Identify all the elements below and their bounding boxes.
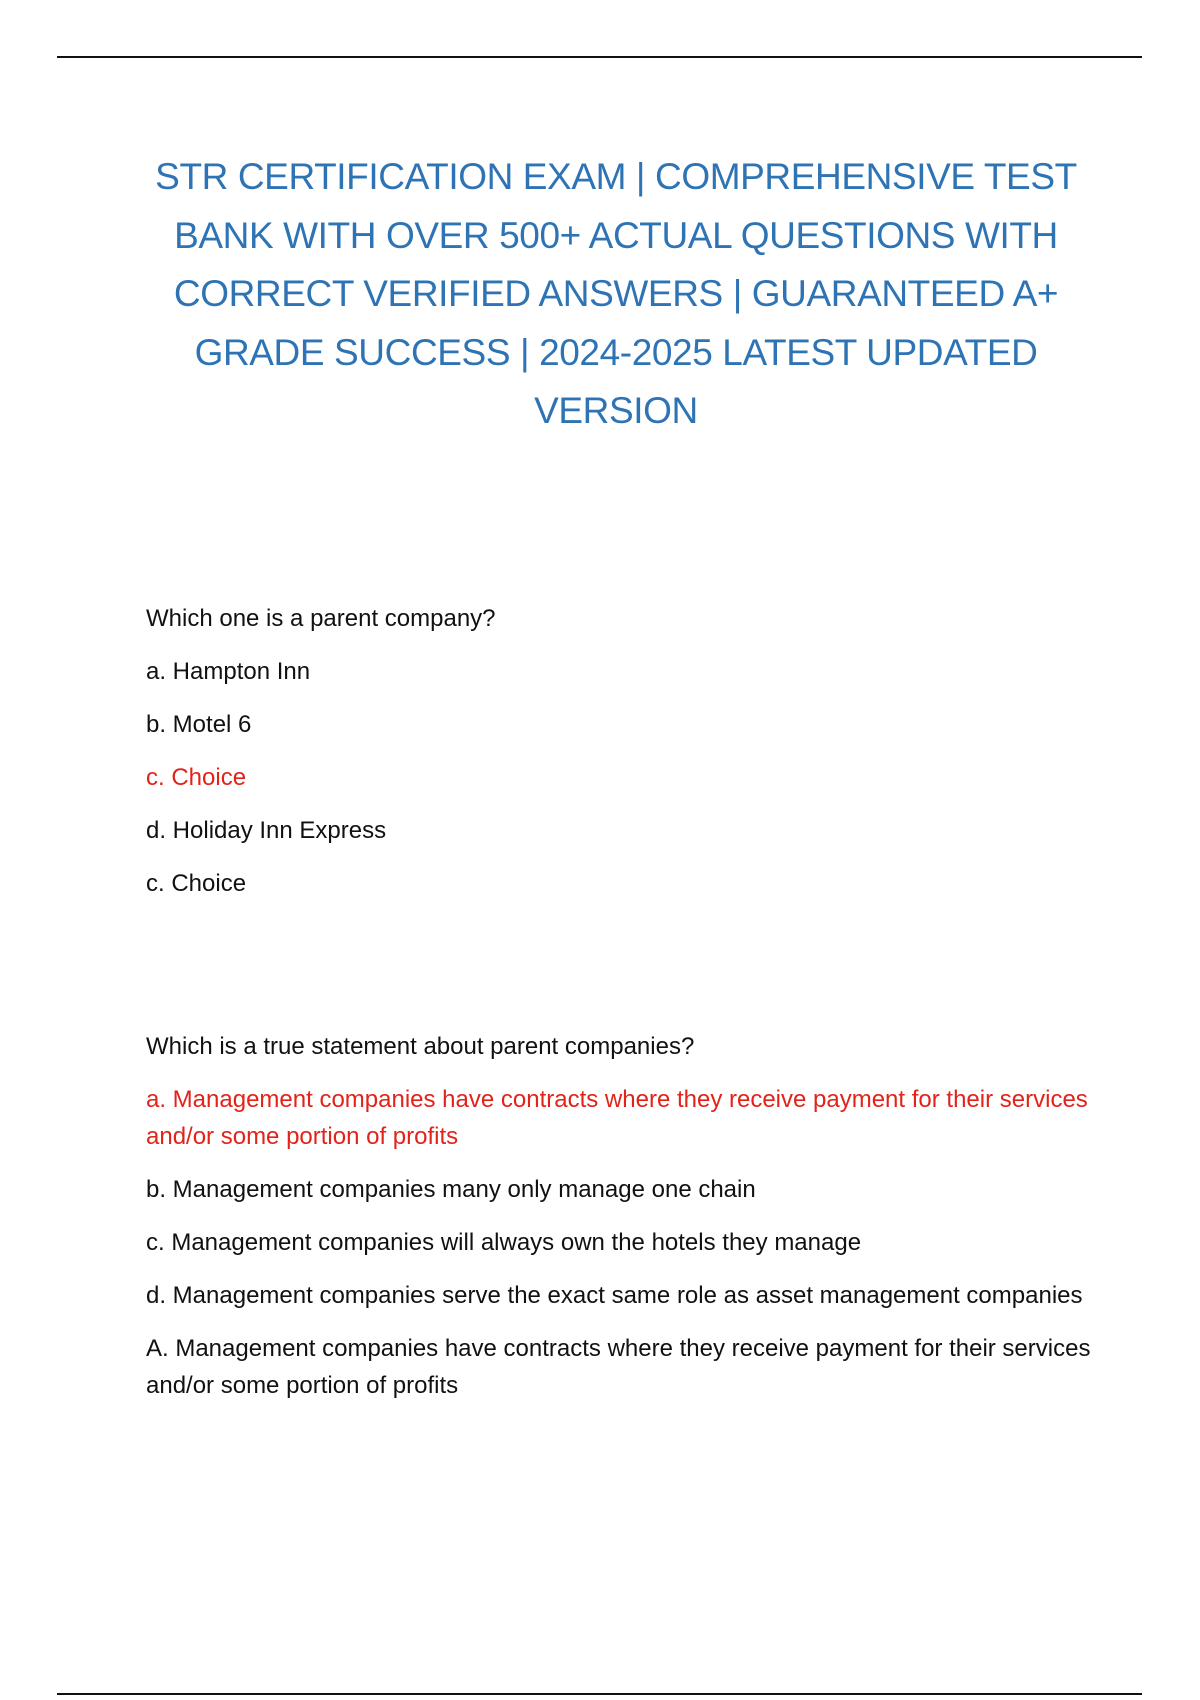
option-a-correct: a. Management companies have contracts where they receive payment for their services and/or some portion of profits [146, 1086, 1088, 1150]
question-prompt: Which one is a parent company? [146, 605, 496, 632]
document-title: STR CERTIFICATION EXAM | COMPREHENSIVE TEST BANK WITH OVER 500+ ACTUAL QUESTIONS WITH CORRECT VERIFIED ANSWERS | GUARANTEED A+ GRADE SUCCESS | 2024-2025 LATEST UPDATED VERSION [155, 156, 1077, 431]
option-d: d. Holiday Inn Express [146, 817, 387, 844]
bottom-rule [57, 1693, 1142, 1695]
option-b: b. Motel 6 [146, 711, 252, 738]
option-c: c. Management companies will always own the hotels they manage [146, 1229, 862, 1256]
question-prompt: Which is a true statement about parent companies? [146, 1033, 695, 1060]
option-c-correct: c. Choice [146, 764, 247, 791]
answer: A. Management companies have contracts where they receive payment for their services and/or some portion of profits [146, 1335, 1091, 1399]
option-b: b. Management companies many only manage one chain [146, 1176, 756, 1203]
question-1 [146, 600, 1096, 902]
question-2 [146, 1028, 1096, 1404]
option-a: a. Hampton Inn [146, 658, 311, 685]
answer: c. Choice [146, 870, 247, 897]
option-d: d. Management companies serve the exact same role as asset management companies [146, 1282, 1083, 1309]
top-rule [57, 56, 1142, 58]
